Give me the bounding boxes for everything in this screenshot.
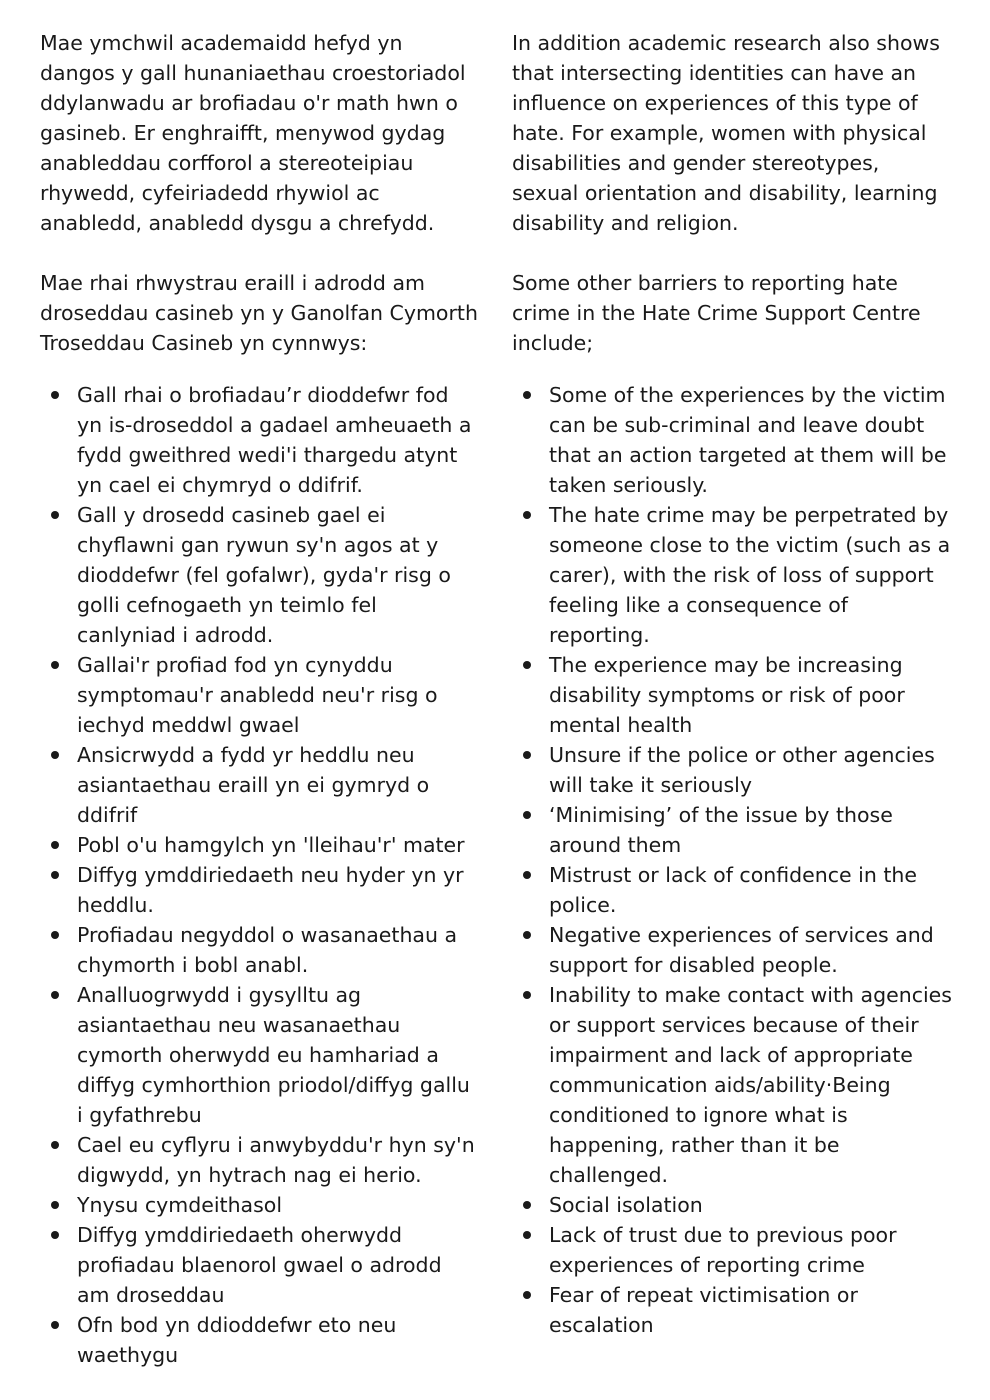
- list-item: The hate crime may be perpetrated by someone close to the victim (such as a carer), with the risk of loss of support feeling like a consequence of reporting.: [512, 500, 952, 650]
- bullet-icon: [51, 991, 59, 999]
- welsh-column: [40, 28, 480, 1370]
- list-item: Gall y drosedd casineb gael ei chyflawni gan rywun sy'n agos at y dioddefwr (fel gofalwr), gyda'r risg o golli cefnogaeth yn teimlo fel canlyniad i adrodd.: [40, 500, 480, 650]
- bullet-icon: [51, 1321, 59, 1329]
- list-item: Lack of trust due to previous poor experiences of reporting crime: [512, 1220, 952, 1280]
- english-barriers-list: [512, 380, 952, 1340]
- list-item: Pobl o'u hamgylch yn 'lleihau'r' mater: [40, 830, 480, 860]
- bullet-icon: [51, 931, 59, 939]
- list-item: Negative experiences of services and support for disabled people.: [512, 920, 952, 980]
- bullet-icon: [51, 511, 59, 519]
- list-item: Gallai'r profiad fod yn cynyddu symptomau'r anabledd neu'r risg o iechyd meddwl gwael: [40, 650, 480, 740]
- list-item: The experience may be increasing disability symptoms or risk of poor mental health: [512, 650, 952, 740]
- list-item: Cael eu cyflyru i anwybyddu'r hyn sy'n digwydd, yn hytrach nag ei herio.: [40, 1130, 480, 1190]
- bullet-icon: [523, 1291, 531, 1299]
- welsh-barriers-intro: Mae rhai rhwystrau eraill i adrodd am droseddau casineb yn y Ganolfan Cymorth Troseddau Casineb yn cynnwys:: [40, 271, 478, 355]
- bullet-icon: [523, 871, 531, 879]
- list-item: Unsure if the police or other agencies will take it seriously: [512, 740, 952, 800]
- english-barriers-intro: Some other barriers to reporting hate crime in the Hate Crime Support Centre include;: [512, 271, 921, 355]
- bullet-icon: [523, 811, 531, 819]
- list-item: Diffyg ymddiriedaeth neu hyder yn yr heddlu.: [40, 860, 480, 920]
- bullet-icon: [523, 931, 531, 939]
- list-item: Analluogrwydd i gysylltu ag asiantaethau neu wasanaethau cymorth oherwydd eu hamhariad a diffyg cymhorthion priodol/diffyg gallu i gyfathrebu: [40, 980, 480, 1130]
- bullet-icon: [51, 391, 59, 399]
- list-item: Diffyg ymddiriedaeth oherwydd profiadau blaenorol gwael o adrodd am droseddau: [40, 1220, 480, 1310]
- bullet-icon: [523, 991, 531, 999]
- list-item: Gall rhai o brofiadau’r dioddefwr fod yn is-droseddol a gadael amheuaeth a fydd gweithred wedi'i thargedu atynt yn cael ei chymryd o ddifrif.: [40, 380, 480, 500]
- bullet-icon: [523, 1201, 531, 1209]
- bullet-icon: [51, 1231, 59, 1239]
- list-item: Fear of repeat victimisation or escalation: [512, 1280, 952, 1340]
- list-item: ‘Minimising’ of the issue by those around them: [512, 800, 952, 860]
- bullet-icon: [523, 511, 531, 519]
- list-item: Ansicrwydd a fydd yr heddlu neu asiantaethau eraill yn ei gymryd o ddifrif: [40, 740, 480, 830]
- welsh-barriers-list: [40, 380, 480, 1370]
- bullet-icon: [51, 841, 59, 849]
- list-item: Inability to make contact with agencies or support services because of their impairment and lack of appropriate communication aids/ability·Being conditioned to ignore what is happening, rather than it be challenged.: [512, 980, 952, 1190]
- list-item: Ofn bod yn ddioddefwr eto neu waethygu: [40, 1310, 480, 1370]
- list-item: Social isolation: [512, 1190, 952, 1220]
- bullet-icon: [523, 751, 531, 759]
- bullet-icon: [51, 661, 59, 669]
- english-intro-paragraph: In addition academic research also shows that intersecting identities can have an influence on experiences of this type of hate. For example, women with physical disabilities and gender stereotypes, sexual orientation and disability, learning disability and religion.: [512, 31, 940, 235]
- list-item: Mistrust or lack of confidence in the police.: [512, 860, 952, 920]
- bullet-icon: [51, 871, 59, 879]
- bullet-icon: [51, 1201, 59, 1209]
- welsh-intro-paragraph: Mae ymchwil academaidd hefyd yn dangos y gall hunaniaethau croestoriadol ddylanwadu ar brofiadau o'r math hwn o gasineb. Er enghraifft, menywod gydag anableddau corfforol a stereoteipiau rhywedd, cyfeiriadedd rhywiol ac anabledd, anabledd dysgu a chrefydd.: [40, 31, 466, 235]
- bullet-icon: [523, 661, 531, 669]
- list-item: Ynysu cymdeithasol: [40, 1190, 480, 1220]
- bullet-icon: [51, 1141, 59, 1149]
- bullet-icon: [523, 391, 531, 399]
- list-item: Profiadau negyddol o wasanaethau a chymorth i bobl anabl.: [40, 920, 480, 980]
- bullet-icon: [523, 1231, 531, 1239]
- bullet-icon: [51, 751, 59, 759]
- english-column: [512, 28, 952, 1340]
- list-item: Some of the experiences by the victim can be sub-criminal and leave doubt that an action targeted at them will be taken seriously.: [512, 380, 952, 500]
